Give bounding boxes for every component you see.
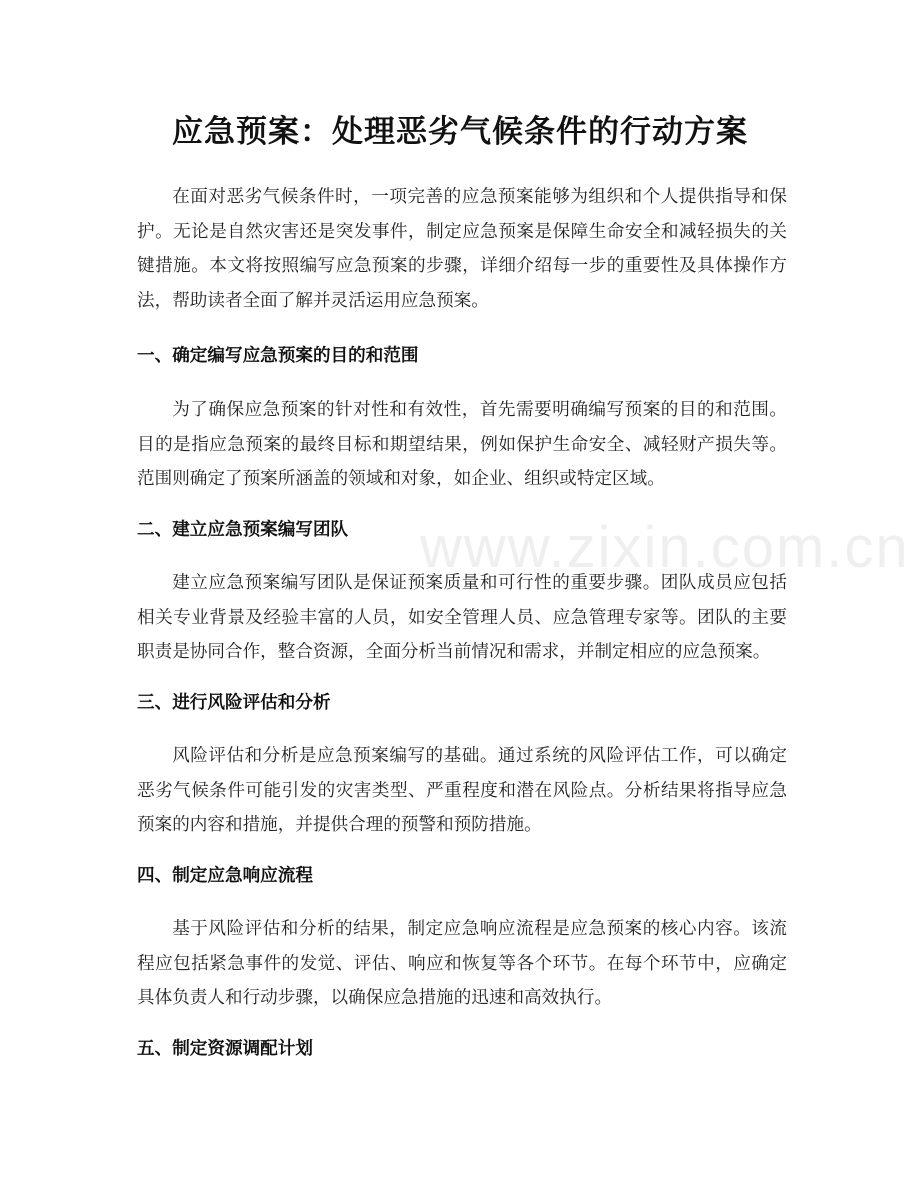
document-title: 应急预案：处理恶劣气候条件的行动方案 [172,114,748,150]
section-2-paragraph: 建立应急预案编写团队是保证预案质量和可行性的重要步骤。团队成员应包括相关专业背景及经验丰富的人员，如安全管理人员、应急管理专家等。团队的主要职责是协同合作，整合资源，全面分析当前情况和需求，并制定相应的应急预案。 [137,573,787,662]
section-3-paragraph: 风险评估和分析是应急预案编写的基础。通过系统的风险评估工作，可以确定恶劣气候条件可能引发的灾害类型、严重程度和潜在风险点。分析结果将指导应急预案的内容和措施，并提供合理的预警和预防措施。 [137,746,787,835]
section-3-heading: 三、进行风险评估和分析 [137,693,331,713]
section-1-paragraph: 为了确保应急预案的针对性和有效性，首先需要明确编写预案的目的和范围。目的是指应急预案的最终目标和期望结果，例如保护生命安全、减轻财产损失等。范围则确定了预案所涵盖的领域和对象，如企业、组织或特定区域。 [137,400,787,489]
section-2-heading: 二、建立应急预案编写团队 [137,520,349,540]
section-1-heading: 一、确定编写应急预案的目的和范围 [137,346,419,366]
watermark-text: www.zixin.com.cn [420,515,910,580]
section-4-heading: 四、制定应急响应流程 [137,866,313,886]
intro-paragraph: 在面对恶劣气候条件时，一项完善的应急预案能够为组织和个人提供指导和保护。无论是自然灾害还是突发事件，制定应急预案是保障生命安全和减轻损失的关键措施。本文将按照编写应急预案的步骤，详细介绍每一步的重要性及具体操作方法，帮助读者全面了解并灵活运用应急预案。 [137,187,787,311]
section-4-paragraph: 基于风险评估和分析的结果，制定应急响应流程是应急预案的核心内容。该流程应包括紧急事件的发觉、评估、响应和恢复等各个环节。在每个环节中，应确定具体负责人和行动步骤，以确保应急措施的迅速和高效执行。 [137,919,787,1008]
section-5-heading: 五、制定资源调配计划 [137,1039,313,1059]
